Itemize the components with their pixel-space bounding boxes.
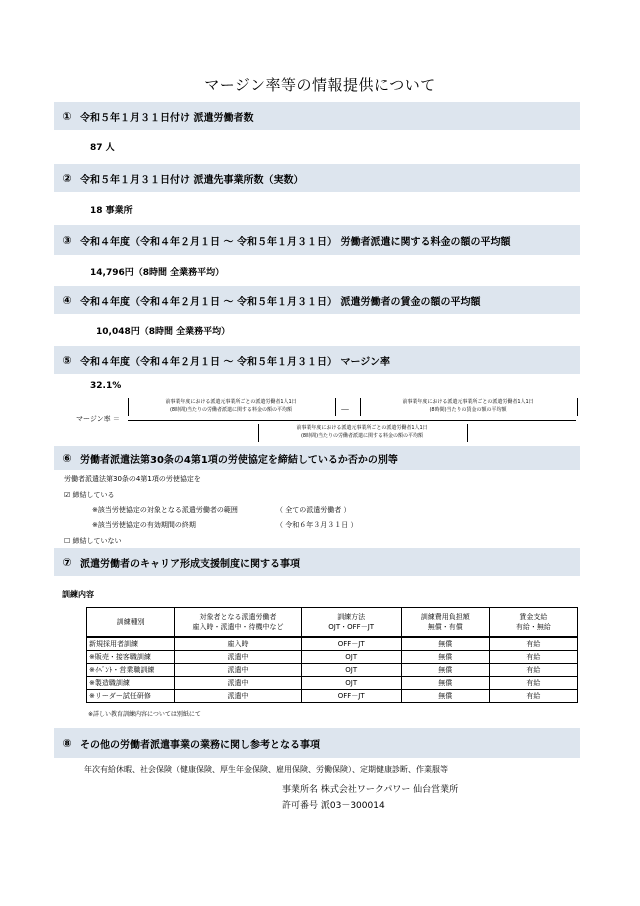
method-cell: OJT <box>301 664 401 677</box>
column-header <box>87 608 175 638</box>
section-1-header <box>54 102 580 130</box>
column-header <box>301 608 401 638</box>
target-cell: 雇入時 <box>175 637 302 651</box>
column-header <box>489 608 577 638</box>
agreement-expiry-value: （ 令和６年３月３１日 ） <box>276 521 358 529</box>
column-header <box>175 608 302 638</box>
training-type-cell: ※販売・接客職訓練 <box>87 651 175 664</box>
section-number: ④ <box>62 293 72 307</box>
margin-rate: 32.1% <box>90 381 122 391</box>
wage-cell: 有給 <box>489 651 577 664</box>
dispatch-worker-count: 87 人 <box>90 143 115 153</box>
method-cell: OJT <box>301 651 401 664</box>
cost-cell: 無償 <box>401 651 489 664</box>
training-type-cell: 新規採用者訓練 <box>87 637 175 651</box>
header-text: OJT・OFF－JT <box>328 623 375 631</box>
section-heading: 派遣労働者のキャリア形成支援制度に関する事項 <box>80 558 300 570</box>
formula-label: マージン率 ＝ <box>76 415 120 423</box>
section-5-header <box>54 346 580 374</box>
method-cell: OFF－JT <box>301 637 401 651</box>
section-heading: 令和４年度（令和４年２月１日 ～ 令和５年１月３１日） 労働者派遣に関する料金の額の平均額 <box>80 236 511 248</box>
formula-text: 前事業年度における派遣元事業所ごとの派遣労働者1人1日 <box>165 399 297 405</box>
section-number: ⑧ <box>62 736 72 750</box>
wage-cell: 有給 <box>489 637 577 651</box>
training-type-cell: ※リーダー試任研修 <box>87 690 175 703</box>
section-heading: 令和５年１月３１日付け 派遣先事業所数（実数） <box>80 174 304 186</box>
agreement-expiry-label: ※該当労使協定の有効期間の終期 <box>92 521 196 529</box>
table-row <box>87 664 578 677</box>
formula-text: (8時間)当たりの労働者派遣に関する料金の額の平均額 <box>169 407 293 413</box>
formula-text: 前事業年度における派遣元事業所ごとの派遣労働者1人1日 <box>402 399 534 405</box>
other-info: 年次有給休暇、社会保険（健康保険、厚生年金保険、雇用保険、労働保険）、定期健康診断、作業服等 <box>84 765 448 774</box>
section-4-header <box>54 286 580 314</box>
section-2-header <box>54 164 580 192</box>
agreement-scope-value: （ 全ての派遣労働者 ） <box>276 506 351 514</box>
fraction-line <box>128 420 576 421</box>
table-row <box>87 651 578 664</box>
header-text: 賃金支給 <box>519 613 548 621</box>
column-header <box>401 608 489 638</box>
section-number: ⑤ <box>62 353 72 367</box>
section-heading: その他の労働者派遣事業の業務に関し参考となる事項 <box>80 739 320 751</box>
cost-cell: 無償 <box>401 637 489 651</box>
wage-cell: 有給 <box>489 690 577 703</box>
target-cell: 派遣中 <box>175 651 302 664</box>
training-type-cell: ※製造職訓練 <box>87 677 175 690</box>
agreement-unchecked: ☐ 締結していない <box>64 537 122 545</box>
office-name: 事業所名 株式会社ワークパワー 仙台営業所 <box>282 785 459 795</box>
method-cell: OFF－JT <box>301 690 401 703</box>
license-number: 許可番号 派03－300014 <box>282 801 385 811</box>
average-fee: 14,796円（8時間 全業務平均） <box>90 268 225 278</box>
section-number: ② <box>62 171 72 185</box>
wage-cell: 有給 <box>489 664 577 677</box>
page-title: マージン率等の情報提供について <box>204 76 436 94</box>
agreement-scope-label: ※該当労使協定の対象となる派遣労働者の範囲 <box>92 506 238 514</box>
header-text: 無償・有償 <box>427 623 463 631</box>
section-heading: 令和５年１月３１日付け 派遣労働者数 <box>80 112 254 124</box>
formula-denominator <box>260 424 464 440</box>
table-header-row <box>87 608 578 638</box>
cost-cell: 無償 <box>401 677 489 690</box>
section-number: ① <box>62 109 72 123</box>
formula-term-1 <box>130 398 332 414</box>
training-table <box>86 607 578 703</box>
header-text: 訓練費用負担額 <box>420 613 470 621</box>
formula-minus: － <box>340 405 350 416</box>
section-6-header <box>54 446 580 470</box>
section-8-header <box>54 728 580 758</box>
wage-cell: 有給 <box>489 677 577 690</box>
table-row <box>87 677 578 690</box>
header-text: 有給・無給 <box>515 623 551 631</box>
cost-cell: 無償 <box>401 690 489 703</box>
formula-text: 前事業年度における派遣元事業所ごとの派遣労働者1人1日 <box>296 425 428 431</box>
table-row <box>87 637 578 651</box>
formula-term-2 <box>362 398 574 414</box>
client-office-count: 18 事業所 <box>90 206 133 216</box>
target-cell: 派遣中 <box>175 690 302 703</box>
training-note: ※詳しい教育訓練内容については別紙にて <box>88 711 201 718</box>
formula-text: (8時間)当たりの労働者派遣に関する料金の額の平均額 <box>300 433 424 439</box>
average-wage: 10,048円（8時間 全業務平均） <box>96 327 231 337</box>
section-heading: 労働者派遣法第30条の4第1項の労使協定を締結しているか否かの別等 <box>80 454 398 466</box>
cost-cell: 無償 <box>401 664 489 677</box>
header-text: 訓練方法 <box>337 613 366 621</box>
training-heading: 訓練内容 <box>62 590 94 599</box>
table-row <box>87 690 578 703</box>
section-heading: 令和４年度（令和４年２月１日 ～ 令和５年１月３１日） 派遣労働者の賃金の額の平均額 <box>80 296 481 308</box>
section-heading: 令和４年度（令和４年２月１日 ～ 令和５年１月３１日） マージン率 <box>80 356 390 368</box>
header-text: 訓練種別 <box>116 618 145 626</box>
agreement-intro: 労働者派遣法第30条の4第1項の労使協定を <box>64 475 201 483</box>
header-text: 対象者となる派遣労働者 <box>199 613 277 621</box>
method-cell: OJT <box>301 677 401 690</box>
section-number: ⑥ <box>62 451 72 465</box>
target-cell: 派遣中 <box>175 677 302 690</box>
formula-text: (8時間)当たりの賃金の額の平均額 <box>429 407 507 413</box>
agreement-checked: ☑ 締結している <box>64 491 115 499</box>
section-number: ③ <box>62 233 72 247</box>
header-text: 雇入時・派遣中・待機中など <box>192 623 284 631</box>
target-cell: 派遣中 <box>175 664 302 677</box>
section-7-header <box>54 548 580 576</box>
training-type-cell: ※ｲﾍﾞﾝﾄ・営業職訓練 <box>87 664 175 677</box>
section-number: ⑦ <box>62 555 72 569</box>
section-3-header <box>54 225 580 255</box>
